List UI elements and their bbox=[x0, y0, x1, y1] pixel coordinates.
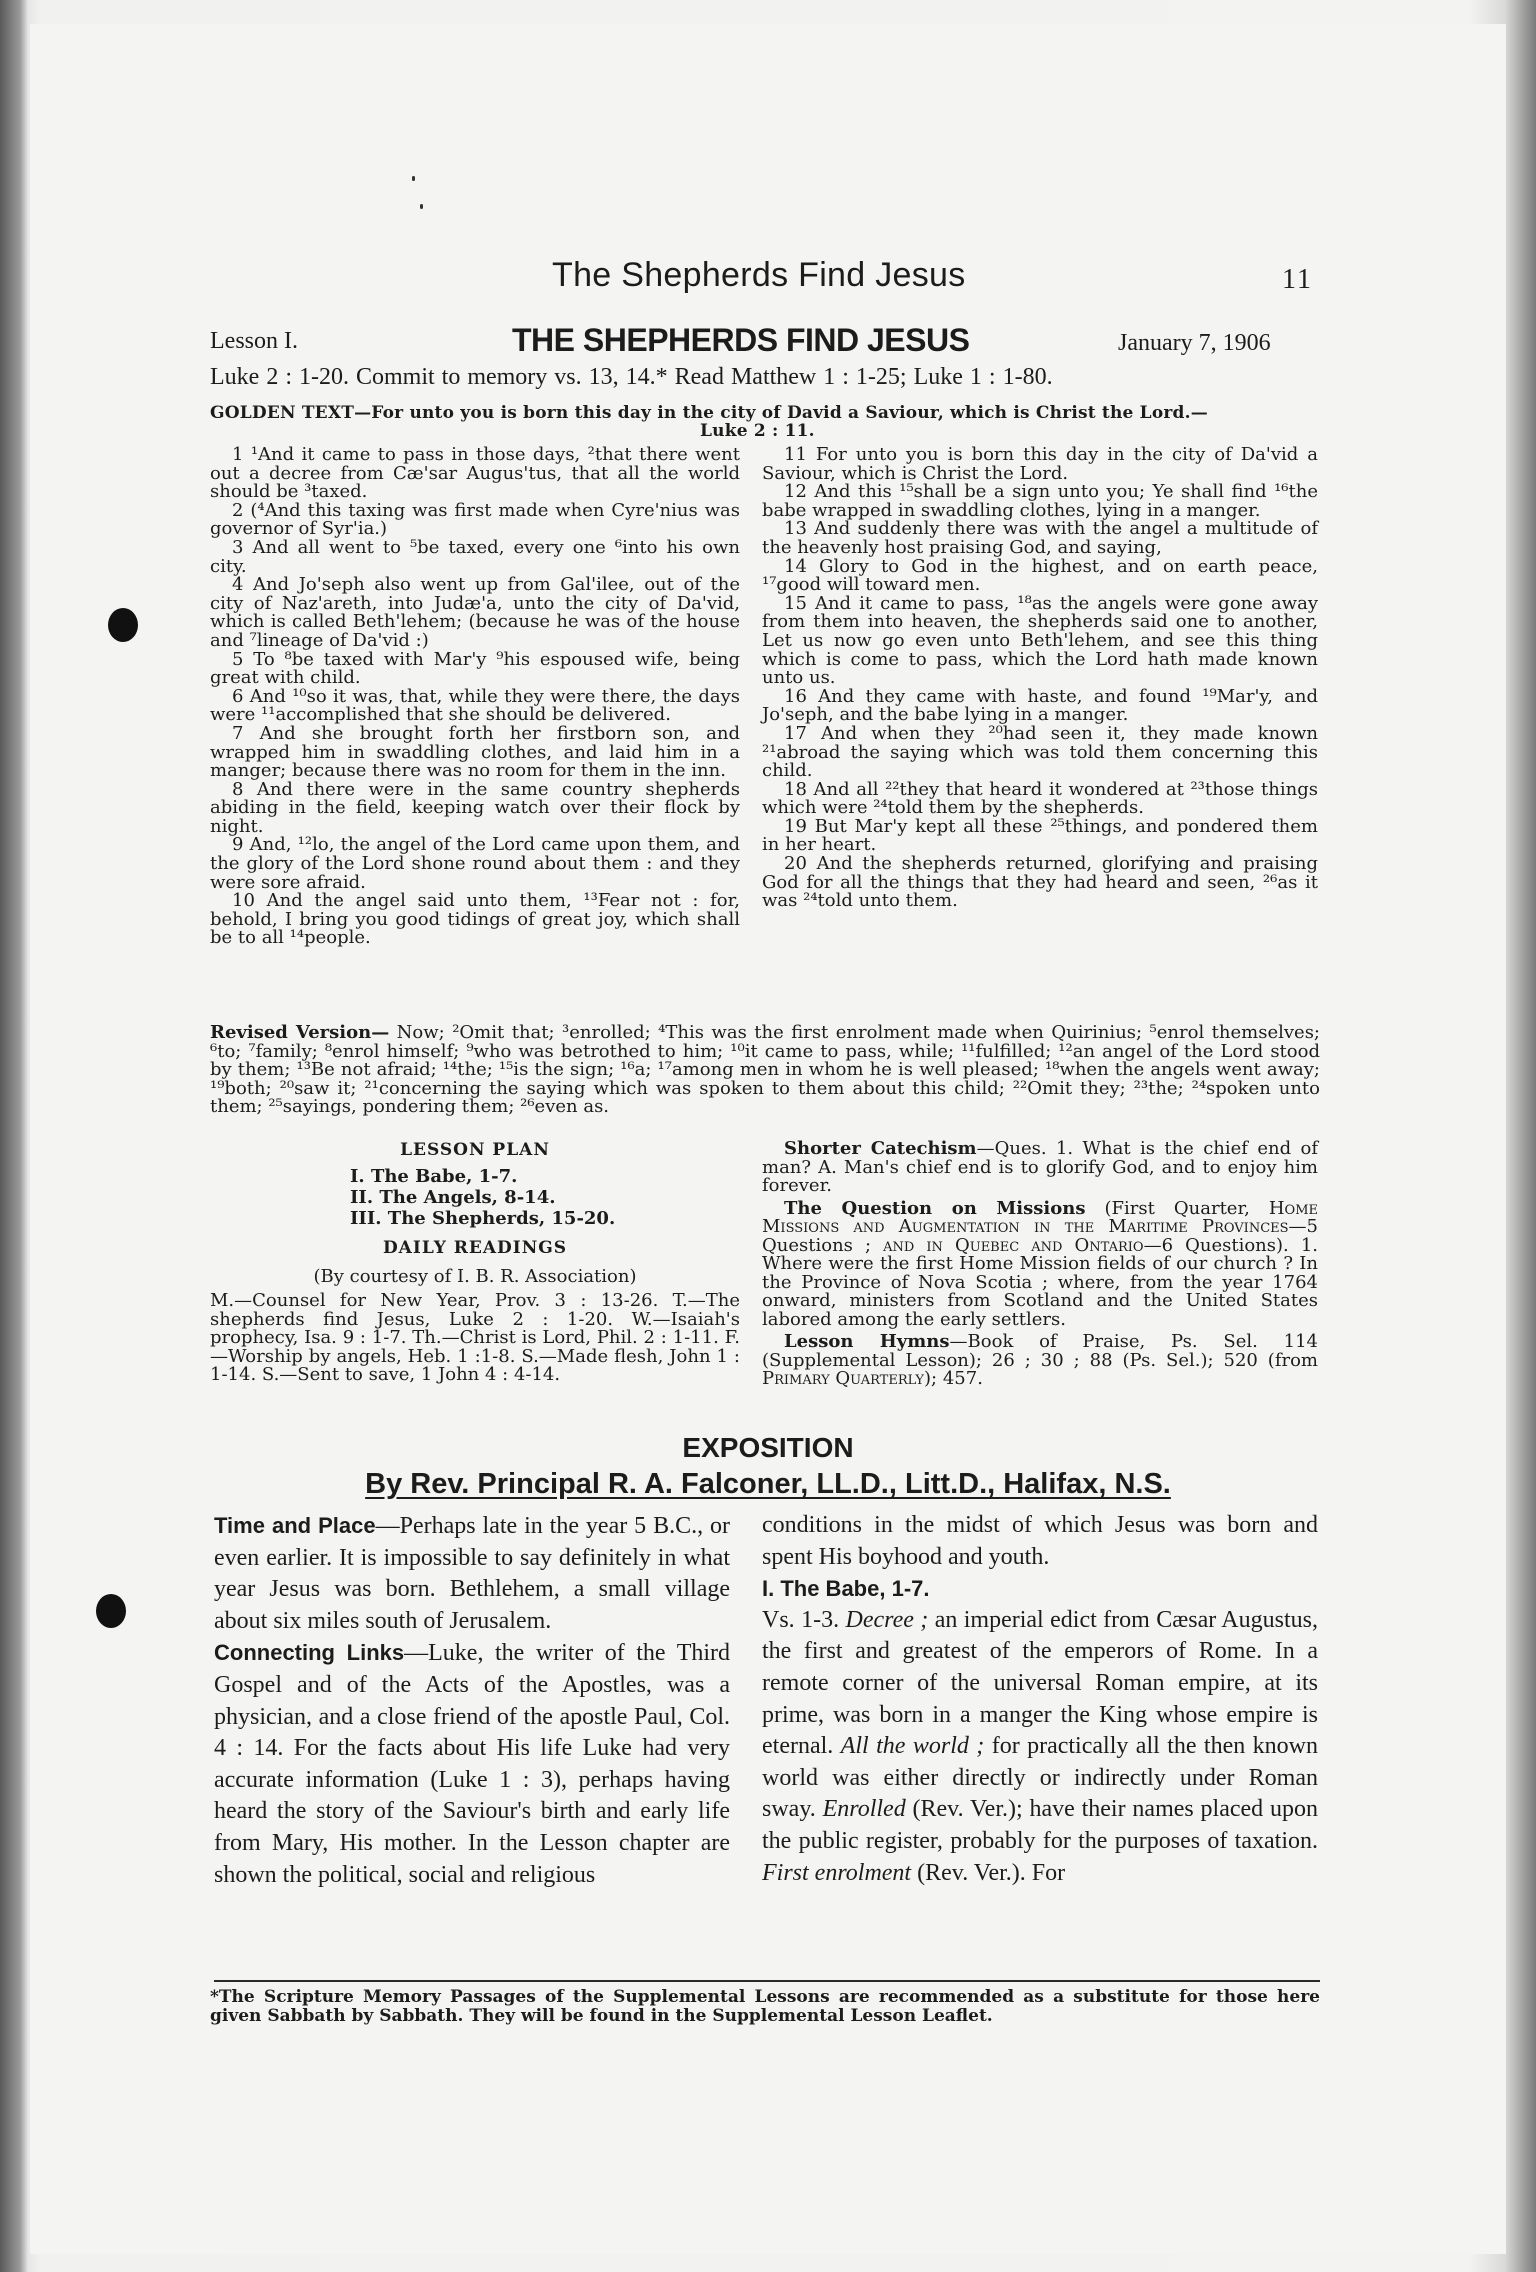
hymns-lead: Lesson Hymns bbox=[784, 1331, 950, 1352]
punch-hole-top bbox=[108, 608, 138, 642]
verse: 8 And there were in the same country shepherds abiding in the field, keeping watch over their flock by night. bbox=[210, 778, 740, 837]
passage-line: Luke 2 : 1-20. Commit to memory vs. 13, 14.* Read Matthew 1 : 1-25; Luke 1 : 1-80. bbox=[210, 364, 1053, 390]
golden-text bbox=[210, 404, 1320, 440]
revised-version-text: Now; ²Omit that; ³enrolled; ⁴This was the first enrolment made when Quirinius; ⁵enrol themselves; ⁶to; ⁷family; ⁸enrol himself; ⁹who was betrothed to him; ¹⁰it came to pass, while; ¹¹fulfilled; ¹²an angel of the Lord stood by them; ¹³Be not afraid; ¹⁴the; ¹⁵is the sign; ¹⁶a; ¹⁷among men in whom he is well pleased; ¹⁸when the angels went away; ¹⁹both; ²⁰saw it; ²¹concerning the saying which was spoken to them about this child; ²²Omit they; ²³the; ²⁴spoken unto them; ²⁵sayings, pondering them; ²⁶even as. bbox=[210, 1022, 1320, 1117]
lesson-plan-heading: LESSON PLAN bbox=[400, 1140, 550, 1160]
verse: 15 And it came to pass, ¹⁸as the angels were gone away from them into heaven, the shepherds said one to another, Let us now go even unto Beth'lehem, and see this thing which is come to pass, which the Lord hath made known unto us. bbox=[762, 592, 1318, 689]
verse: 13 And suddenly there was with the angel a multitude of the heavenly host praising God, and saying, bbox=[762, 518, 1318, 558]
section-body bbox=[762, 1605, 1318, 1889]
time-lead: Time and Place bbox=[214, 1513, 376, 1538]
side-notes bbox=[762, 1140, 1318, 1393]
continuation: conditions in the midst of which Jesus was born and spent His boyhood and youth. bbox=[762, 1512, 1318, 1570]
verse: 18 And all ²²they that heard it wondered at ²³those things which were ²⁴told them by the shepherds. bbox=[762, 778, 1318, 819]
missions-smallcaps: Home Missions and Augmentation in the Maritime Provinces bbox=[762, 1197, 1318, 1237]
exposition-heading: EXPOSITION bbox=[682, 1432, 854, 1463]
hymns-smallcaps: Primary Quarterly bbox=[762, 1368, 925, 1389]
section-text: an imperial edict from Cæsar Augustus, the first and greatest of the emperors of Rome. In a remote corner of the universal Roman empire, at its prime, was born in a manger the King whose empire is eternal. bbox=[762, 1606, 1318, 1760]
running-title: The Shepherds Find Jesus bbox=[552, 256, 966, 294]
lesson-plan-item: I. The Babe, 1-7. bbox=[350, 1166, 518, 1187]
verse: 11 For unto you is born this day in the city of Da'vid a Saviour, which is Christ the Lord. bbox=[762, 444, 1318, 484]
hymns-text: —Book of Praise, Ps. Sel. 114 (Supplemental Lesson); 26 ; 30 ; 88 (Ps. Sel.); 520 (from bbox=[762, 1331, 1319, 1371]
speck bbox=[412, 176, 415, 181]
links-lead: Connecting Links bbox=[214, 1640, 405, 1666]
catechism-text: —Ques. 1. What is the chief end of man? A. Man's chief end is to glorify God, and to enjoy him forever. bbox=[762, 1138, 1318, 1196]
lesson-number: Lesson I. bbox=[210, 328, 298, 354]
section-italic: Enrolled bbox=[822, 1796, 906, 1823]
exposition-left-column bbox=[214, 1510, 730, 1891]
verse: 17 And when they ²⁰had seen it, they made known ²¹abroad the saying which was told them concerning this child. bbox=[762, 722, 1318, 782]
missions-text: —6 Questions). 1. Where were the first Home Mission fields of our church ? In the Province of Nova Scotia ; where, from the year 1764 onward, ministers from Scotland and the United States labored among the early settlers. bbox=[762, 1234, 1318, 1330]
section-text: for practically all the then known world was either directly or indirectly under Roman sway. bbox=[762, 1733, 1318, 1823]
verses-left-column bbox=[210, 446, 740, 948]
verse: 12 And this ¹⁵shall be a sign unto you; Ye shall find ¹⁶the babe wrapped in swaddling clothes, lying in a manger. bbox=[762, 481, 1318, 521]
hymns-paragraph bbox=[762, 1333, 1318, 1389]
punch-hole-bottom bbox=[96, 1594, 126, 1628]
verses-right-column bbox=[762, 446, 1318, 911]
verse: 5 To ⁸be taxed with Mar'y ⁹his espoused wife, being great with child. bbox=[210, 648, 740, 689]
lesson-plan-item: III. The Shepherds, 15-20. bbox=[350, 1208, 616, 1229]
exposition-byline: By Rev. Principal R. A. Falconer, LL.D., Litt.D., Halifax, N.S. bbox=[365, 1468, 1171, 1500]
footnote: *The Scripture Memory Passages of the Supplemental Lessons are recommended as a substitute for those here given Sabbath by Sabbath. They will be found in the Supplemental Lesson Leaflet. bbox=[210, 1987, 1320, 2026]
page-number: 11 bbox=[1282, 264, 1313, 295]
lesson-date: January 7, 1906 bbox=[1118, 330, 1271, 356]
section-heading: I. The Babe, 1-7. bbox=[762, 1576, 930, 1602]
lesson-title: THE SHEPHERDS FIND JESUS bbox=[512, 322, 970, 358]
verse: 1 ¹And it came to pass in those days, ²that there went out a decree from Cæ'sar Augus'tus, that all the world should be ³taxed. bbox=[210, 444, 740, 503]
verse: 3 And all went to ⁵be taxed, every one ⁶into his own city. bbox=[210, 536, 740, 577]
verse: 4 And Jo'seph also went up from Gal'ilee, out of the city of Naz'areth, into Judæ'a, unto the city of Da'vid, which is called Beth'lehem; (because he was of the house and ⁷lineage of Da'vid :) bbox=[210, 574, 740, 651]
verse: 10 And the angel said unto them, ¹³Fear not : for, behold, I bring you good tidings of great joy, which shall be to all ¹⁴people. bbox=[210, 890, 740, 949]
section-italic: Decree ; bbox=[845, 1606, 929, 1633]
missions-text: (First Quarter, bbox=[1085, 1197, 1269, 1219]
golden-text-body: GOLDEN TEXT—For unto you is born this day in the city of David a Saviour, which is Christ the Lord.— bbox=[210, 403, 1208, 423]
section-italic: All the world ; bbox=[840, 1733, 985, 1760]
time-and-place bbox=[214, 1510, 730, 1637]
lesson-plan-item: II. The Angels, 8-14. bbox=[350, 1187, 556, 1208]
daily-readings-text: M.—Counsel for New Year, Prov. 3 : 13-26. T.—The shepherds find Jesus, Luke 2 : 1-20. W.—Isaiah's prophecy, Isa. 9 : 1-7. Th.—Christ is Lord, Phil. 2 : 1-11. F.—Worship by angels, Heb. 1 :1-8. S.—Made flesh, John 1 : 1-14. S.—Sent to save, 1 John 4 : 4-14. bbox=[210, 1290, 740, 1385]
connecting-links bbox=[214, 1637, 730, 1891]
verse: 16 And they came with haste, and found ¹⁹Mar'y, and Jo'seph, and the babe lying in a manger. bbox=[762, 685, 1318, 726]
lesson-plan-list bbox=[210, 1166, 740, 1229]
missions-text: —5 Questions ; bbox=[762, 1216, 1318, 1256]
footnote-rule bbox=[214, 1980, 1320, 1982]
verse: 6 And ¹⁰so it was, that, while they were there, the days were ¹¹accomplished that she should be delivered. bbox=[210, 685, 740, 726]
missions-lead: The Question on Missions bbox=[784, 1197, 1086, 1219]
section-text: (Rev. Ver.); have their names placed upon the public register, probably for the purposes of taxation. bbox=[762, 1796, 1318, 1854]
verse: 20 And the shepherds returned, glorifying and praising God for all the things that they had heard and seen, ²⁶as it was ²⁴told unto them. bbox=[762, 853, 1318, 912]
missions-smallcaps: and in Quebec and Ontario bbox=[883, 1234, 1144, 1256]
catechism-paragraph bbox=[762, 1140, 1318, 1196]
golden-text-ref: Luke 2 : 11. bbox=[700, 421, 815, 441]
daily-readings-note: (By courtesy of I. B. R. Association) bbox=[313, 1266, 637, 1287]
links-text: —Luke, the writer of the Third Gospel and of the Acts of the Apostles, was a physician, and a close friend of the apostle Paul, Col. 4 : 14. For the facts about His life Luke had very accurate information (Luke 1 : 3), perhaps having heard the story of the Saviour's birth and early life from Mary, His mother. In the Lesson chapter are shown the political, social and religious bbox=[214, 1640, 731, 1888]
verse: 7 And she brought forth her firstborn son, and wrapped him in swaddling clothes, and laid him in a manger; because there was no room for them in the inn. bbox=[210, 722, 740, 782]
missions-paragraph bbox=[762, 1197, 1318, 1330]
verse: 14 Glory to God in the highest, and on earth peace, ¹⁷good will toward men. bbox=[762, 555, 1318, 596]
section-text: Vs. 1-3. bbox=[762, 1606, 846, 1633]
verse: 9 And, ¹²lo, the angel of the Lord came upon them, and the glory of the Lord shone round about them : and they were sore afraid. bbox=[210, 834, 740, 893]
daily-readings-heading: DAILY READINGS bbox=[382, 1238, 568, 1258]
revised-version-notes bbox=[210, 1024, 1320, 1117]
section-text: (Rev. Ver.). For bbox=[911, 1859, 1066, 1886]
catechism-lead: Shorter Catechism bbox=[784, 1138, 977, 1159]
revised-version-lead: Revised Version— bbox=[210, 1022, 390, 1043]
time-text: —Perhaps late in the year 5 B.C., or even earlier. It is impossible to say definitely in what year Jesus was born. Bethlehem, a small village about six miles south of Jerusalem. bbox=[214, 1513, 730, 1634]
section-italic: First enrolment bbox=[762, 1859, 912, 1886]
speck bbox=[420, 204, 423, 209]
hymns-text: ); 457. bbox=[924, 1368, 983, 1389]
verse: 2 (⁴And this taxing was first made when Cyre'nius was governor of Syr'ia.) bbox=[210, 499, 740, 540]
exposition-right-column bbox=[762, 1510, 1318, 1889]
verse: 19 But Mar'y kept all these ²⁵things, and pondered them in her heart. bbox=[762, 815, 1318, 856]
